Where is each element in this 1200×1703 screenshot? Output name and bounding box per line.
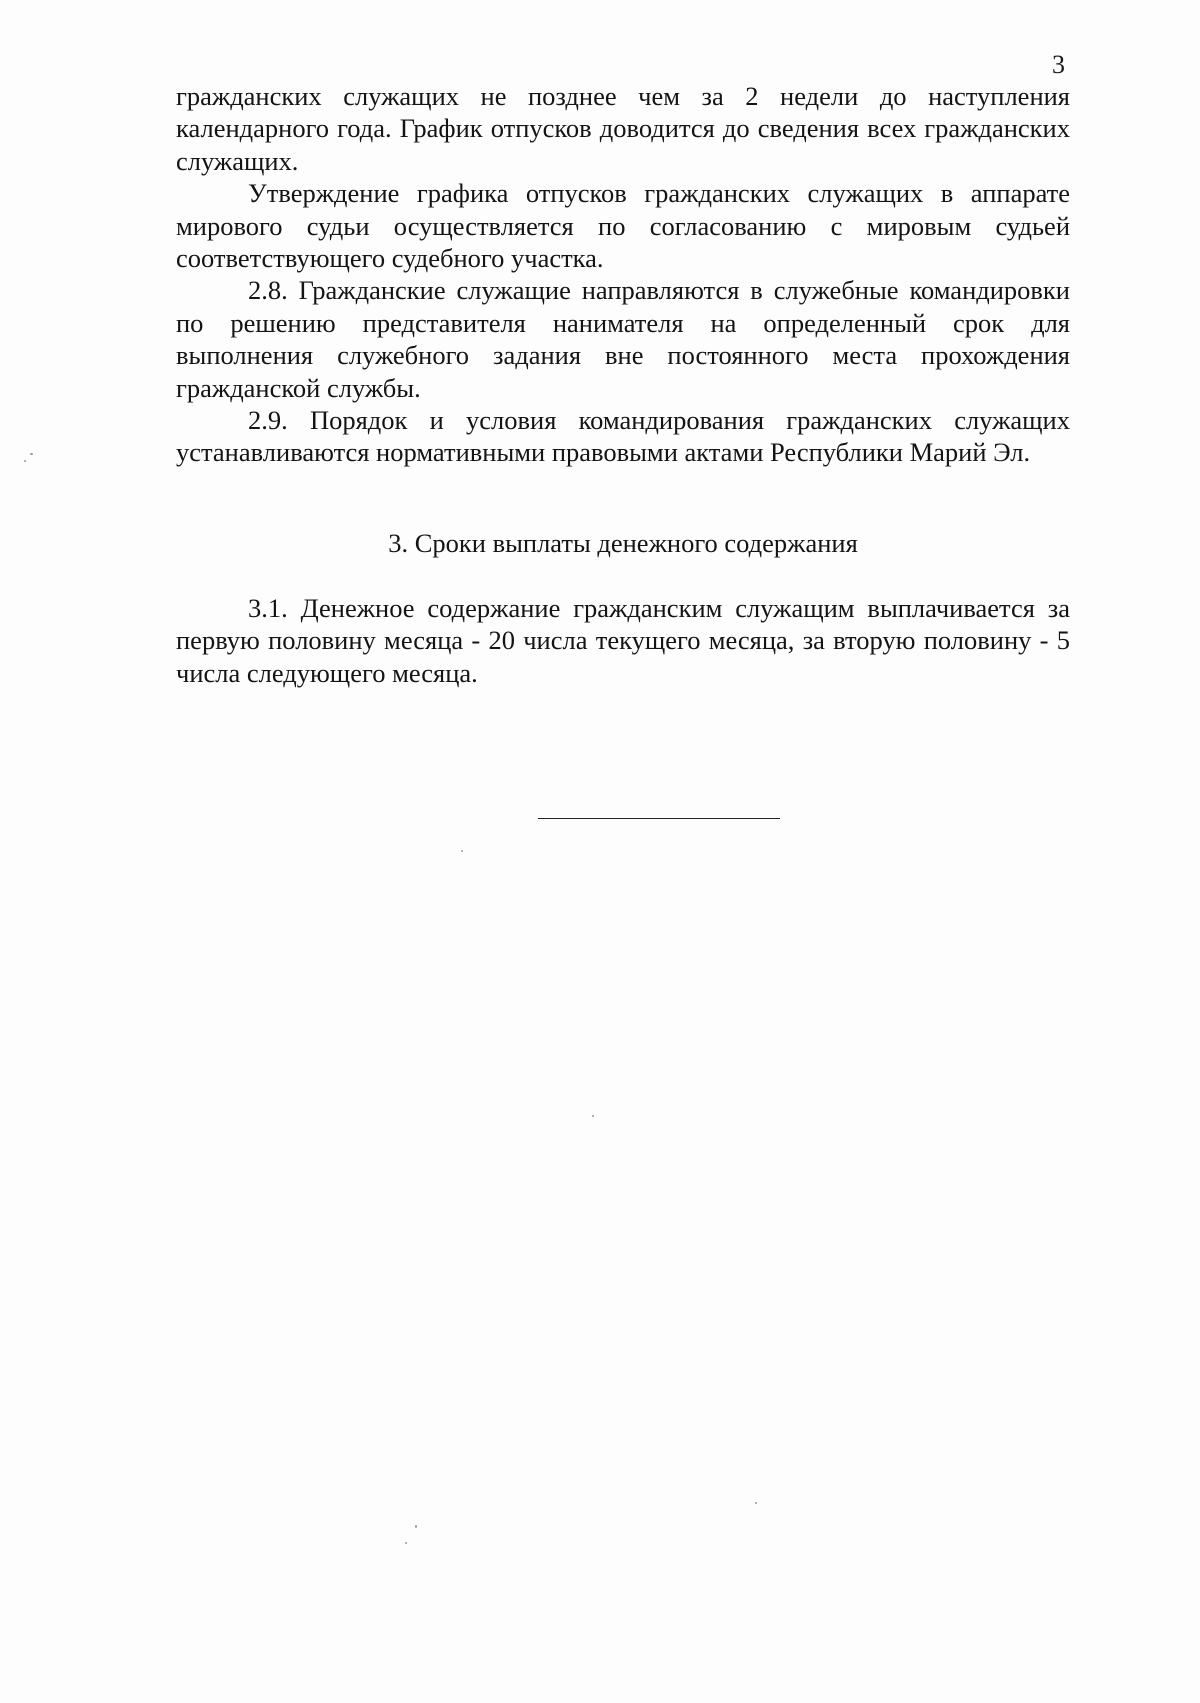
paragraph-2-9-trip-conditions: 2.9. Порядок и условия командирования гражданских служащих устанавливаются нормативными правовыми актами Республики Марий Эл. bbox=[176, 405, 1070, 468]
body-text-payment bbox=[176, 592, 1070, 689]
section-3-heading: 3. Сроки выплаты денежного содержания bbox=[388, 528, 858, 558]
paragraph-schedule-approval: Утверждение графика отпусков гражданских служащих в аппарате мирового судьи осуществляется по согласованию с мировым судьей соответствующего судебного участка. bbox=[176, 178, 1070, 274]
paragraph-3-1-salary-terms: 3.1. Денежное содержание гражданским служащим выплачивается за первую половину месяца - 20 числа текущего месяца, за вторую половину - 5 числа следующего месяца. bbox=[176, 593, 1070, 688]
page-number: 3 bbox=[1052, 50, 1065, 79]
paragraph-2-8-business-trips: 2.8. Гражданские служащие направляются в служебные командировки по решению представителя нанимателя на определенный срок для выполнения служебного задания вне постоянного места прохождения гражданской службы. bbox=[176, 275, 1070, 403]
end-of-document-rule bbox=[538, 818, 780, 819]
scan-speck bbox=[461, 850, 463, 852]
paragraph-vacation-schedule-continued: гражданских служащих не позднее чем за 2 недели до наступления календарного года. График отпусков доводится до сведения всех гражданских служащих. bbox=[176, 81, 1070, 176]
body-text-top bbox=[176, 80, 1070, 469]
scan-speck bbox=[24, 460, 26, 462]
scan-speck bbox=[415, 1525, 417, 1528]
scan-speck bbox=[755, 1502, 757, 1504]
scan-speck bbox=[592, 1115, 594, 1117]
scan-speck bbox=[405, 1542, 407, 1544]
scan-speck bbox=[30, 453, 33, 455]
